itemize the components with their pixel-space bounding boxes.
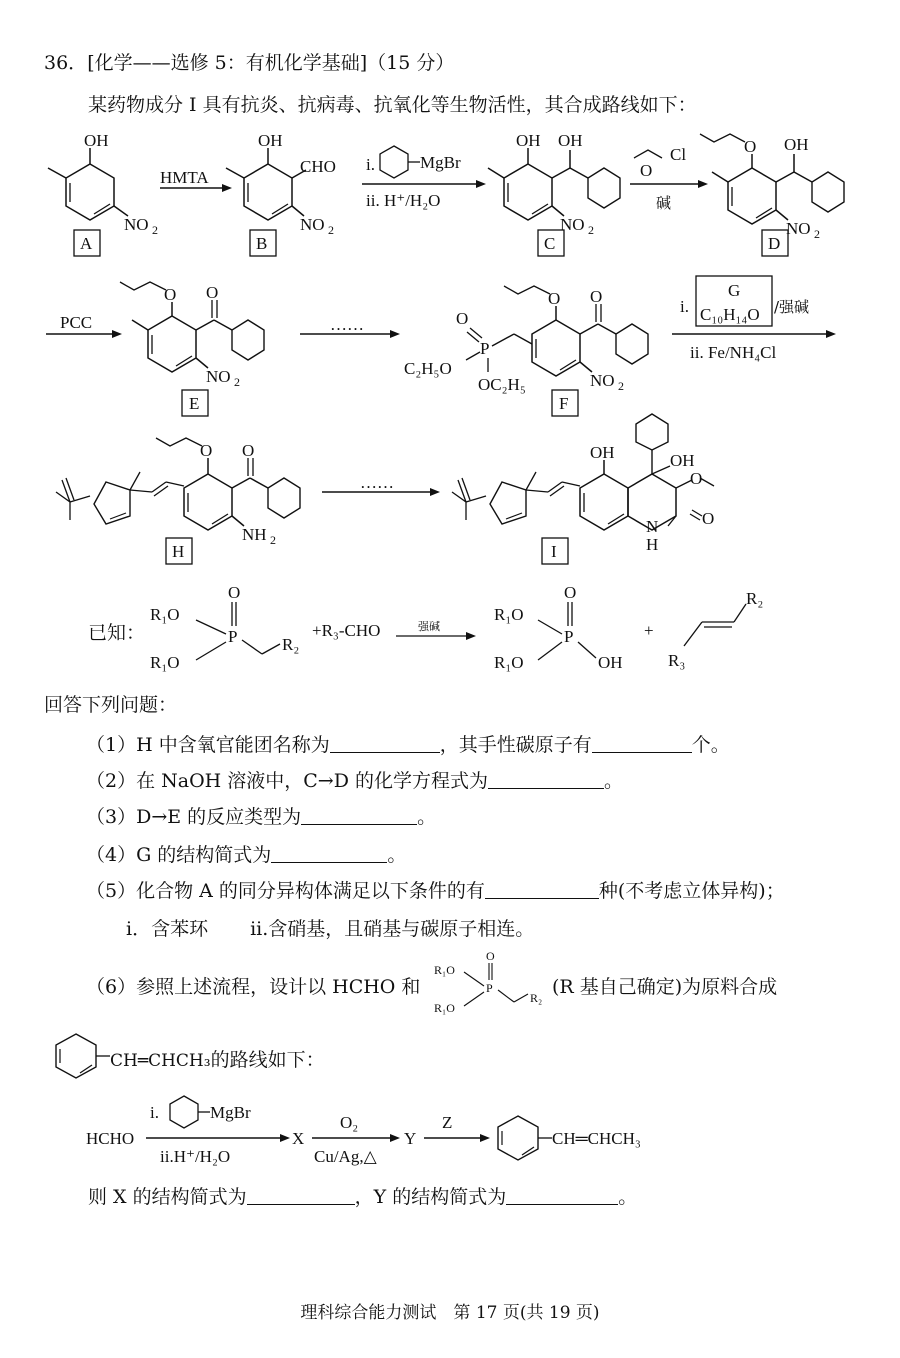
kr-p-o: O — [564, 583, 577, 602]
reagent-cl: Cl — [670, 145, 687, 164]
compound-c-structure — [488, 131, 620, 237]
reagent-grignard-i: i. — [366, 155, 375, 174]
compound-d-structure — [700, 134, 844, 241]
f-c2h5o-label: C₂H₅O — [404, 359, 452, 378]
kr-alk-r3: R₃ — [668, 651, 686, 670]
route-mgbr: MgBr — [210, 1103, 251, 1122]
f-no2-sub: 2 — [618, 379, 624, 393]
reagent-mgbr: MgBr — [420, 153, 461, 172]
kr-r1o-2: R₁O — [150, 653, 180, 672]
reagent-grignard-ii: ii. H⁺/H₂O — [366, 191, 441, 210]
q6-phosphonate — [428, 950, 568, 1020]
q4-text-b: 。 — [387, 844, 407, 866]
b-no2-label: NO — [300, 215, 325, 234]
q4-text-a: （4）G 的结构简式为 — [86, 844, 272, 866]
question-6-b: (R 基自己确定)为原料合成 — [552, 976, 778, 998]
q3-text-b: 。 — [417, 806, 437, 828]
reagent-g-formula: C₁₀H₁₄O — [700, 305, 760, 324]
question-header — [44, 48, 454, 75]
f-no2-label: NO — [590, 371, 615, 390]
q5-text-a: （5）化合物 A 的同分异构体满足以下条件的有 — [86, 880, 485, 902]
route-x: X — [292, 1129, 305, 1148]
reagent-o: O — [640, 161, 653, 180]
question-2 — [86, 766, 623, 793]
phosphate-product — [494, 583, 623, 672]
h-co-label: O — [242, 441, 255, 460]
b-cho-label: CHO — [300, 157, 336, 176]
reagent-dots-1: …… — [330, 315, 364, 334]
kr-alk-r2: R₂ — [746, 589, 764, 608]
q6-p: P — [486, 981, 493, 995]
f-po-label: O — [456, 309, 469, 328]
q3-blank[interactable] — [301, 806, 417, 825]
d-oh-label: OH — [784, 135, 809, 154]
q6-text-c: 则 X 的结构简式为 — [88, 1186, 247, 1208]
reagent-pcc: PCC — [60, 313, 93, 332]
q6-blank-y[interactable] — [506, 1186, 618, 1205]
e-no2-label: NO — [206, 367, 231, 386]
i-co-label: O — [702, 509, 715, 528]
compound-h-structure — [56, 438, 300, 547]
question-6-c — [88, 1182, 637, 1209]
route-product: CH═CHCH₃ — [552, 1129, 641, 1148]
a-oh-label: OH — [84, 131, 109, 150]
q5-text-b: 种(不考虑立体异构)； — [598, 880, 785, 902]
q6-target-benzene — [44, 1030, 114, 1080]
label-b: B — [256, 234, 268, 253]
q1-text-b: ，其手性碳原子有 — [439, 734, 592, 756]
route-o2: O₂ — [340, 1113, 359, 1132]
i-oh2-label: OH — [670, 451, 695, 470]
i-n-label: N — [646, 517, 659, 536]
f-p-label: P — [480, 339, 490, 358]
a-no2-label: NO — [124, 215, 149, 234]
label-d: D — [768, 234, 781, 253]
kr-p-r1o-2: R₁O — [494, 653, 524, 672]
label-a: A — [80, 234, 93, 253]
kr-strong-base: 强碱 — [418, 620, 440, 633]
page-footer: 理科综合能力测试 第 17 页(共 19 页) — [300, 1303, 600, 1323]
reagent-dots-2: …… — [360, 473, 394, 492]
row-1-labels — [0, 228, 900, 262]
route-cuag: Cu/Ag,△ — [314, 1147, 377, 1166]
phosphonate-reactant — [150, 583, 380, 672]
c-no2-label: NO — [560, 215, 585, 234]
kr-p: P — [228, 627, 238, 646]
b-no2-sub: 2 — [328, 223, 334, 237]
answer-intro: 回答下列问题： — [44, 694, 178, 716]
f-o-label: O — [548, 289, 561, 308]
q6-r2: R₂ — [530, 991, 543, 1005]
q6-o: O — [486, 949, 495, 963]
q6-r1o-2: R₁O — [434, 1001, 455, 1015]
q1-blank-1[interactable] — [330, 734, 440, 753]
h-nh2-label: NH — [242, 525, 267, 544]
q6-route-tail: 的路线如下： — [210, 1049, 325, 1071]
q5-blank[interactable] — [485, 880, 599, 899]
question-title: [化学——选修 5：有机化学基础]（15 分） — [87, 52, 455, 74]
q6-r1o-1: R₁O — [434, 963, 455, 977]
i-ome-label: O — [690, 469, 703, 488]
d-no2-sub: 2 — [814, 227, 820, 241]
known-label: 已知： — [88, 622, 146, 644]
q6-text-d: ，Y 的结构简式为 — [354, 1186, 507, 1208]
reagent-base: 碱 — [656, 194, 672, 212]
q6-target-formula: CH═CHCH₃ — [110, 1051, 211, 1071]
route-hcho: HCHO — [86, 1129, 135, 1148]
q2-blank[interactable] — [488, 770, 604, 789]
i-h-label: H — [646, 535, 659, 554]
kr-aldehyde: +R₃-CHO — [312, 621, 381, 640]
f-oc2h5-label: OC₂H₅ — [478, 375, 526, 394]
label-h: H — [172, 542, 185, 561]
intro-text: 某药物成分 I 具有抗炎、抗病毒、抗氧化等生物活性，其合成路线如下： — [88, 94, 697, 116]
compound-b-structure — [226, 131, 336, 237]
e-o-label: O — [164, 285, 177, 304]
q1-text-c: 个。 — [691, 734, 730, 756]
f-co-label: O — [590, 287, 603, 306]
compound-i-structure — [452, 414, 714, 554]
q6-target — [110, 1045, 325, 1072]
alkene-product — [668, 589, 763, 670]
h-o-label: O — [200, 441, 213, 460]
q1-text-a: （1）H 中含氧官能团名称为 — [86, 734, 330, 756]
q1-blank-2[interactable] — [592, 734, 692, 753]
reagent-strong-base-slash: /强碱 — [774, 298, 810, 316]
label-e: E — [189, 394, 200, 413]
compound-a-structure — [48, 131, 158, 237]
route-y: Y — [404, 1129, 417, 1148]
route-z: Z — [442, 1113, 453, 1132]
question-number: 36． — [44, 52, 88, 74]
question-4 — [86, 840, 406, 867]
d-o-label: O — [744, 137, 757, 156]
question-1 — [86, 730, 730, 757]
kr-o: O — [228, 583, 241, 602]
e-no2-sub: 2 — [234, 375, 240, 389]
a-no2-sub: 2 — [152, 223, 158, 237]
i-oh1-label: OH — [590, 443, 615, 462]
q6-route — [0, 1090, 900, 1170]
q6-text-e: 。 — [618, 1186, 638, 1208]
q2-text-a: （2）在 NaOH 溶液中，C→D 的化学方程式为 — [86, 770, 488, 792]
kr-plus: + — [644, 621, 654, 640]
route-ii: ii.H⁺/H₂O — [160, 1147, 231, 1166]
row-2-labels — [0, 388, 900, 422]
e-co-label: O — [206, 283, 219, 302]
compound-f-structure — [404, 286, 648, 394]
question-5-conditions — [126, 914, 534, 941]
reagent-hmta: HMTA — [160, 168, 209, 187]
q6-blank-x[interactable] — [247, 1186, 355, 1205]
c-oh2-label: OH — [558, 131, 583, 150]
question-6-a: （6）参照上述流程，设计以 HCHO 和 — [86, 976, 421, 998]
label-f: F — [559, 394, 569, 413]
reagent-g-i: i. — [680, 297, 689, 316]
kr-p-oh: OH — [598, 653, 623, 672]
question-3 — [86, 802, 436, 829]
q4-blank[interactable] — [271, 844, 387, 863]
q5-condition-2: ii.含硝基，且硝基与碳原子相连。 — [250, 918, 535, 940]
reagent-fe: ii. Fe/NH₄Cl — [690, 343, 777, 362]
kr-r2: R₂ — [282, 635, 300, 654]
route-i: i. — [150, 1103, 159, 1122]
row-3-labels — [0, 536, 900, 570]
label-c: C — [544, 234, 556, 253]
kr-p-p: P — [564, 627, 574, 646]
label-i: I — [551, 542, 557, 561]
reagent-g-label: G — [728, 281, 741, 300]
c-no2-sub: 2 — [588, 223, 594, 237]
q3-text-a: （3）D→E 的反应类型为 — [86, 806, 302, 828]
known-reaction — [0, 574, 900, 684]
q2-text-b: 。 — [604, 770, 624, 792]
c-oh1-label: OH — [516, 131, 541, 150]
b-oh-label: OH — [258, 131, 283, 150]
d-no2-label: NO — [786, 219, 811, 238]
question-5 — [86, 876, 785, 903]
kr-p-r1o-1: R₁O — [494, 605, 524, 624]
compound-e-structure — [120, 282, 264, 389]
kr-r1o-1: R₁O — [150, 605, 180, 624]
q5-condition-1: i．含苯环 — [126, 918, 209, 940]
h-nh2-sub: 2 — [270, 533, 276, 547]
